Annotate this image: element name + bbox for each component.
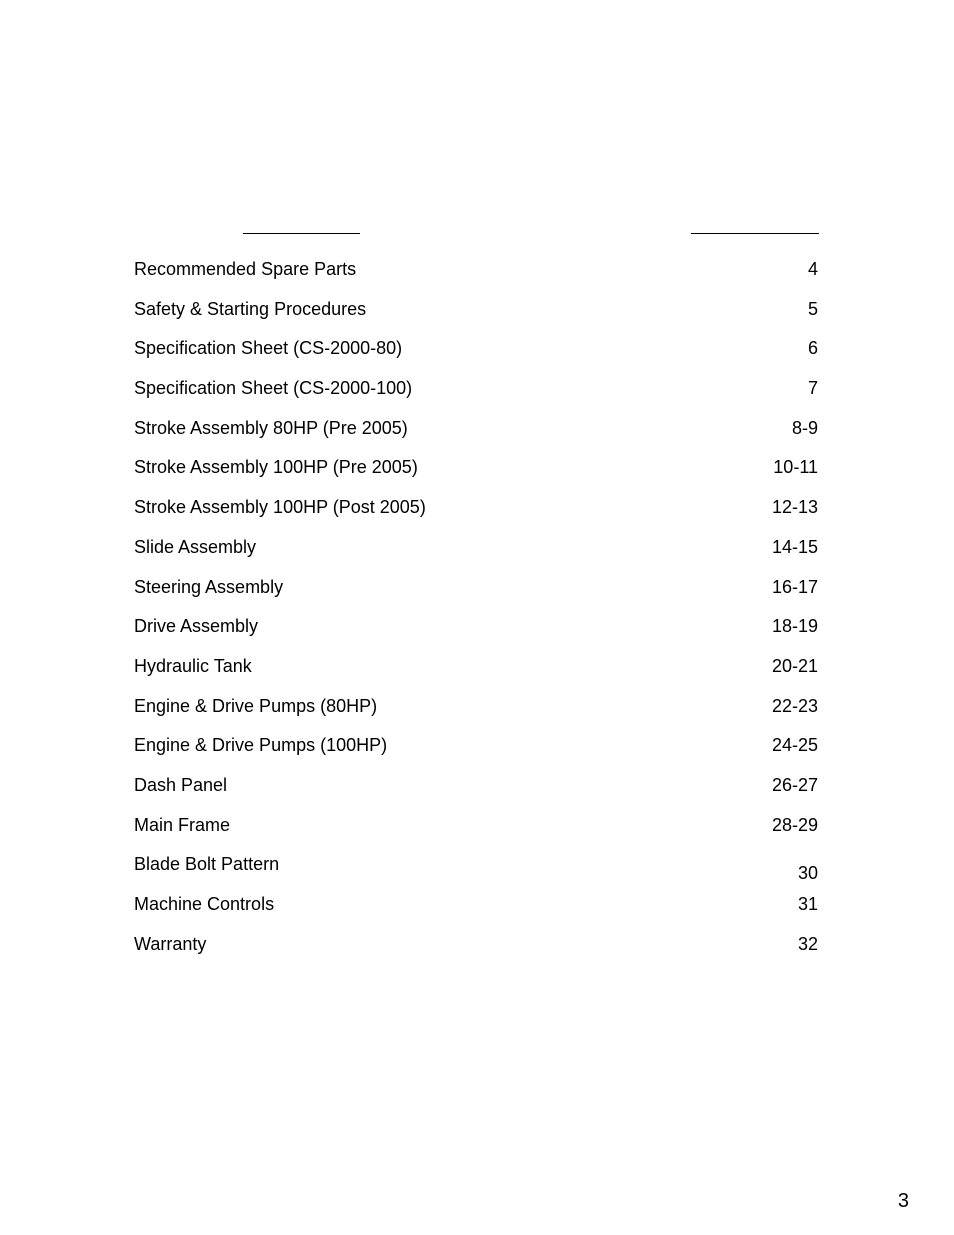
toc-entry-title: Stroke Assembly 80HP (Pre 2005) xyxy=(134,417,408,438)
toc-entry xyxy=(134,892,818,932)
page-number: 3 xyxy=(897,1190,909,1212)
header-rule-right xyxy=(691,233,819,234)
toc-entry-title: Hydraulic Tank xyxy=(134,655,252,676)
toc-entry-page: 14-15 xyxy=(771,536,818,557)
toc-entry xyxy=(134,535,818,575)
toc-entry-page: 30 xyxy=(797,863,818,884)
toc-entry-title: Safety & Starting Procedures xyxy=(134,298,367,319)
toc-entry-title: Slide Assembly xyxy=(134,536,257,557)
toc-entry-page: 20-21 xyxy=(771,655,818,676)
toc-entry xyxy=(134,575,818,615)
toc-entry xyxy=(134,932,818,972)
toc-entry xyxy=(134,694,818,734)
toc-entry xyxy=(134,257,818,297)
toc-entry-title: Specification Sheet (CS-2000-100) xyxy=(134,378,413,399)
toc-entry-title: Main Frame xyxy=(134,814,231,835)
toc-entry xyxy=(134,614,818,654)
toc-entry-page: 24-25 xyxy=(771,735,818,756)
toc-entry-page: 22-23 xyxy=(771,695,818,716)
header-rule-left xyxy=(243,233,360,234)
toc-entry-title: Drive Assembly xyxy=(134,616,259,637)
toc-entry xyxy=(134,654,818,694)
toc-entry xyxy=(134,852,818,892)
toc-entry xyxy=(134,376,818,416)
toc-entry-title: Recommended Spare Parts xyxy=(134,259,357,279)
toc-entry-page: 16-17 xyxy=(771,576,818,597)
toc-entry xyxy=(134,495,818,535)
toc-entry xyxy=(134,336,818,376)
toc-entry-title: Engine & Drive Pumps (100HP) xyxy=(134,735,388,756)
toc-entry-title: Machine Controls xyxy=(134,894,275,914)
toc-entry xyxy=(134,813,818,853)
toc-entry-page: 26-27 xyxy=(771,774,818,795)
toc-entry-title: Specification Sheet (CS-2000-80) xyxy=(134,338,403,359)
toc-entry-page: 6 xyxy=(807,338,818,359)
toc-entry-title: Engine & Drive Pumps (80HP) xyxy=(134,695,378,716)
toc-entry-title: Stroke Assembly 100HP (Pre 2005) xyxy=(134,457,418,478)
toc-entry-page: 4 xyxy=(807,259,818,279)
toc-entry-page: 8-9 xyxy=(791,417,818,438)
toc-entry-title: Stroke Assembly 100HP (Post 2005) xyxy=(134,497,426,518)
toc-entry-title: Warranty xyxy=(134,933,207,954)
toc-entry-page: 12-13 xyxy=(771,497,818,518)
toc-entry xyxy=(134,773,818,813)
toc-entry-page: 31 xyxy=(797,894,818,914)
toc-entry-page: 10-11 xyxy=(773,457,818,478)
toc-entry-title: Dash Panel xyxy=(134,774,228,795)
table-of-contents xyxy=(134,257,818,971)
toc-entry-page: 32 xyxy=(797,933,818,954)
toc-entry xyxy=(134,297,818,337)
toc-entry xyxy=(134,733,818,773)
toc-entry xyxy=(134,416,818,456)
toc-entry-title: Blade Bolt Pattern xyxy=(134,854,280,875)
toc-entry-page: 28-29 xyxy=(771,814,818,835)
toc-entry-page: 18-19 xyxy=(771,616,818,637)
toc-entry-page: 5 xyxy=(807,298,818,319)
toc-entry-page: 7 xyxy=(807,378,818,399)
toc-entry xyxy=(134,455,818,495)
toc-entry-title: Steering Assembly xyxy=(134,576,284,597)
